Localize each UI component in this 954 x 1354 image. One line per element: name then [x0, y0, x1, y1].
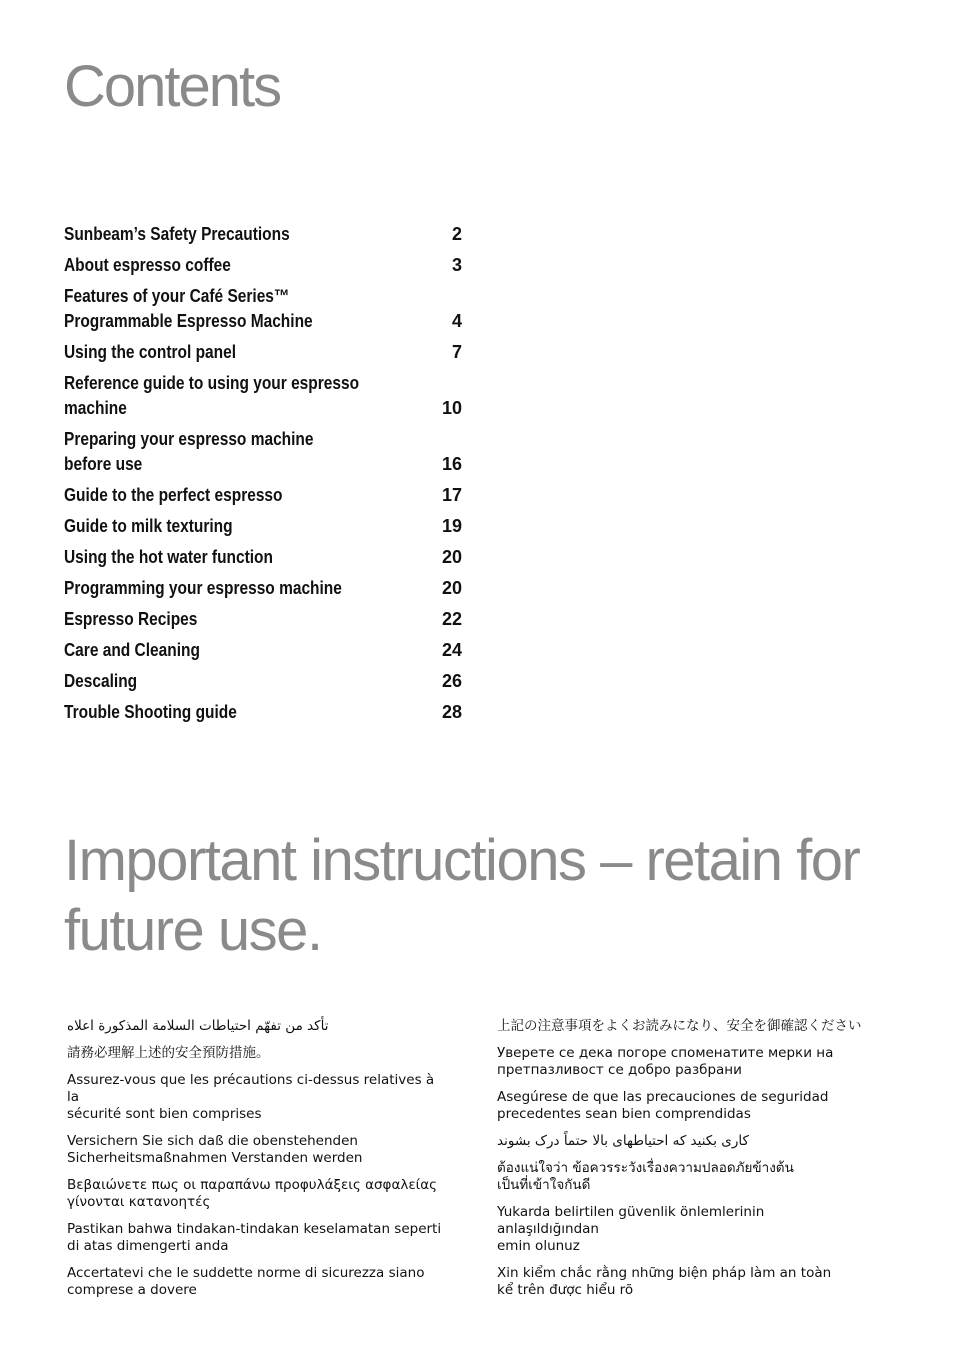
toc-entry-label: Care and Cleaning: [64, 640, 200, 660]
toc-entry-page: 28: [441, 702, 462, 722]
page-title: Contents: [64, 54, 281, 119]
toc-entry[interactable]: [64, 340, 462, 365]
safety-notice-italian: Accertatevi che le suddette norme di sicurezza siano comprese a dovere: [67, 1265, 425, 1298]
toc-entry-page: 16: [441, 454, 462, 474]
safety-notice-persian: کاری بکنید که احتیاطهای بالا حتماً درک بشوند: [497, 1133, 749, 1149]
safety-notice-indonesian: Pastikan bahwa tindakan-tindakan keselamatan seperti di atas dimengerti anda: [67, 1221, 442, 1254]
safety-notice-japanese: 上記の注意事項をよくお読みになり、安全を御確認ください: [497, 1018, 862, 1034]
toc-entry[interactable]: [64, 371, 462, 421]
safety-notice-column-left: [67, 1018, 447, 1309]
toc-entry-label: Programming your espresso machine: [64, 578, 342, 598]
toc-entry[interactable]: [64, 284, 462, 334]
toc-entry-label: Reference guide to using your espresso machine: [64, 373, 360, 418]
safety-notice-french: Assurez-vous que les précautions ci-dessus relatives à la sécurité sont bien comprises: [67, 1072, 435, 1122]
toc-entry-page: 3: [451, 255, 462, 275]
toc-entry-label: Espresso Recipes: [64, 609, 198, 629]
toc-entry[interactable]: [64, 253, 462, 278]
safety-notice-german: Versichern Sie sich daß die obenstehenden Sicherheitsmaßnahmen Verstanden werden: [67, 1133, 363, 1166]
toc-entry-page: 24: [441, 640, 462, 660]
toc-entry[interactable]: [64, 576, 462, 601]
toc-entry-label: Using the hot water function: [64, 547, 273, 567]
safety-notice-vietnamese: Xin kiểm chắc rằng những biện pháp làm an toàn kể trên được hiểu rõ: [497, 1265, 832, 1298]
safety-notice-thai: ต้องแน่ใจว่า ข้อควรระวังเรื่องความปลอดภัยข้างต้น เป็นที่เข้าใจกันดี: [497, 1160, 794, 1193]
toc-entry-label: Preparing your espresso machine before use: [64, 429, 314, 474]
toc-entry[interactable]: [64, 483, 462, 508]
toc-entry-label: Using the control panel: [64, 342, 237, 362]
toc-entry-page: 19: [441, 516, 462, 536]
toc-entry[interactable]: [64, 514, 462, 539]
toc-entry[interactable]: [64, 700, 462, 725]
safety-notice-spanish: Asegúrese de que las precauciones de seguridad precedentes sean bien comprendidas: [497, 1089, 829, 1122]
toc-entry-label: Trouble Shooting guide: [64, 702, 237, 722]
toc-entry-page: 20: [441, 578, 462, 598]
toc-entry-label: About espresso coffee: [64, 255, 231, 275]
toc-entry-label: Guide to milk texturing: [64, 516, 233, 536]
safety-notice-arabic: تأكد من تفهّم احتياطات السلامة المذكورة اعلاه: [67, 1018, 329, 1034]
toc-entry-page: 7: [451, 342, 462, 362]
toc-entry-label: Features of your Café Series™ Programmable Espresso Machine: [64, 286, 313, 331]
safety-notice-macedonian: Уверете се дека погоре споменатите мерки на претпазливост се добро разбрани: [497, 1045, 834, 1078]
toc-entry[interactable]: [64, 669, 462, 694]
safety-notice-chinese: 請務必理解上述的安全預防措施。: [67, 1045, 270, 1061]
toc-entry-page: 17: [441, 485, 462, 505]
toc-entry-label: Guide to the perfect espresso: [64, 485, 283, 505]
toc-entry-page: 22: [441, 609, 462, 629]
toc-entry[interactable]: [64, 427, 462, 477]
toc-entry[interactable]: [64, 607, 462, 632]
toc-entry-page: 2: [451, 224, 462, 244]
table-of-contents: [64, 222, 462, 731]
toc-entry-page: 26: [441, 671, 462, 691]
safety-notice-column-right: [497, 1018, 867, 1309]
important-instructions-heading: Important instructions – retain for future use.: [64, 828, 860, 963]
toc-entry[interactable]: [64, 222, 462, 247]
toc-entry[interactable]: [64, 638, 462, 663]
toc-entry-label: Sunbeam’s Safety Precautions: [64, 224, 290, 244]
toc-entry-label: Descaling: [64, 671, 138, 691]
toc-entry-page: 10: [441, 398, 462, 418]
safety-notice-turkish: Yukarda belirtilen güvenlik önlemlerinin anlaşıldığından emin olunuz: [497, 1204, 765, 1254]
toc-entry-page: 20: [441, 547, 462, 567]
safety-notice-greek: Βεβαιώνετε πως οι παραπάνω προφυλάξεις ασφαλείας γίνονται κατανοητές: [67, 1177, 438, 1210]
toc-entry[interactable]: [64, 545, 462, 570]
toc-entry-page: 4: [451, 311, 462, 331]
